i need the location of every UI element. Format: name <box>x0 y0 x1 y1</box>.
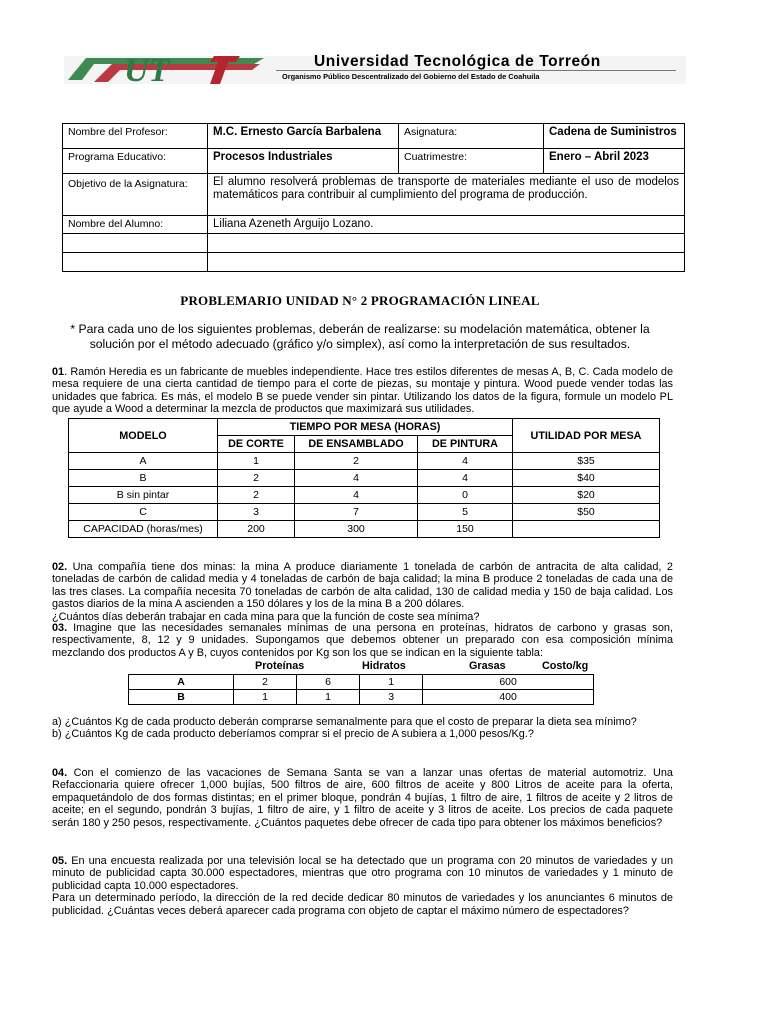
problem-text-2: Para un determinado período, la dirección de la red decide dedicar 80 minutos de variedades y los anunciantes 6 minutos de publicidad. ¿Cuántas veces deberá aparecer cada programa con objeto de captar el máximo número de espectadores? <box>52 892 673 917</box>
problem-03 <box>52 622 673 659</box>
problem-04 <box>52 767 673 829</box>
instructions: * Para cada uno de los siguientes problemas, deberán de realizarse: su modelación matemática, obtener la solución por el método adecuado (gráfico y/o simplex), así como la interpretación de sus resultados. <box>70 322 650 351</box>
problem-text: Con el comienzo de las vacaciones de Semana Santa se van a lanzar unas ofertas de material automotriz. Una Refaccionaria quiere ofrecer 1,000 bujías, 500 filtros de aire, 600 filtros de aceite y 800 Litros de aceite para la oferta, empaquetándolo de dos formas distintas; en el primer bloque, pondrán 4 bujías, 1 filtro de aire, 1 filtros de aceite y 2 litros de aceite; en el segundo, pondrán 3 bujías, 1 filtro de aire, y 1 filtro de aceite y 3 litros de aceite. Los precios de cada paquete serán 180 y 250 pesos, respectivamente. ¿Cuántos paquetes debe ofrecer de cada tipo para obtener los máximos beneficios? <box>52 767 673 829</box>
col-carbs: Hidratos <box>362 660 406 672</box>
table-row <box>69 487 660 504</box>
objective-value: El alumno resolverá problemas de transporte de materiales mediante el uso de modelos matemáticos para contribuir al cumplimiento del programa de producción. <box>208 174 685 216</box>
table-cell: 4 <box>295 470 418 487</box>
university-header <box>64 50 686 90</box>
table-cell: $40 <box>513 470 660 487</box>
table-row <box>69 470 660 487</box>
nutrition-table <box>128 674 594 705</box>
header-model: MODELO <box>69 419 218 453</box>
svg-text:UT: UT <box>124 52 170 89</box>
header-utility: UTILIDAD POR MESA <box>513 419 660 453</box>
professor-label: Nombre del Profesor: <box>63 124 208 149</box>
table-cell: 3 <box>218 504 295 521</box>
table-cell: 150 <box>418 521 513 538</box>
objective-label: Objetivo de la Asignatura: <box>63 174 208 216</box>
header-divider <box>276 70 676 71</box>
table-cell: 400 <box>423 690 594 705</box>
subject-value: Cadena de Suministros <box>544 124 685 149</box>
table-cell: 600 <box>423 675 594 690</box>
table-cell: 200 <box>218 521 295 538</box>
question-a: a) ¿Cuántos Kg de cada producto deberán comprarse semanalmente para que el costo de preparar la dieta sea mínimo? <box>52 716 637 728</box>
table-row <box>129 675 594 690</box>
table-cell: 300 <box>295 521 418 538</box>
table-cell: 0 <box>418 487 513 504</box>
problem-text: Una compañía tiene dos minas: la mina A produce diariamente 1 tonelada de carbón de antracita de alta calidad, 2 toneladas de carbón de calidad media y 4 toneladas de carbón de baja calidad; la mina B produce 2 toneladas de cada una de las tres clases. La compañía necesita 70 toneladas de carbón de alta calidad, 130 de calidad media y 150 de baja calidad. Los gastos diarios de la mina A ascienden a 150 dólares y los de la mina B a 200 dólares. <box>52 561 673 611</box>
professor-value: M.C. Ernesto García Barbalena <box>208 124 399 149</box>
header-time: TIEMPO POR MESA (HORAS) <box>218 419 513 436</box>
problem-02 <box>52 561 673 623</box>
course-info-table <box>62 123 685 272</box>
table-cell: 2 <box>218 487 295 504</box>
col-cost: Costo/kg <box>542 660 589 672</box>
table-cell: 7 <box>295 504 418 521</box>
table-cell: $50 <box>513 504 660 521</box>
table-cell: C <box>69 504 218 521</box>
col-proteins: Proteínas <box>255 660 305 672</box>
header-paint: DE PINTURA <box>418 436 513 453</box>
table-cell: B <box>69 470 218 487</box>
header-assembly: DE ENSAMBLADO <box>295 436 418 453</box>
furniture-table <box>68 418 660 538</box>
problem-number: 02. <box>52 561 68 573</box>
table-cell: 2 <box>234 675 297 690</box>
empty-cell <box>208 234 685 253</box>
table-cell: 1 <box>360 675 423 690</box>
document-title: PROBLEMARIO UNIDAD N° 2 PROGRAMACIÓN LINEAL <box>180 293 540 308</box>
header-cut: DE CORTE <box>218 436 295 453</box>
program-label: Programa Educativo: <box>63 149 208 174</box>
problem-question: ¿Cuántos días deberán trabajar en cada mina para que la función de coste sea mínima? <box>52 610 480 623</box>
university-subtitle: Organismo Público Descentralizado del Gobierno del Estado de Coahuila <box>282 72 540 81</box>
table-cell: A <box>69 453 218 470</box>
table-cell: 3 <box>360 690 423 705</box>
table-cell: 2 <box>218 470 295 487</box>
table-cell: 5 <box>418 504 513 521</box>
table-cell: 4 <box>418 470 513 487</box>
problem-03-questions <box>52 716 673 741</box>
table-cell: 6 <box>297 675 360 690</box>
empty-cell <box>208 253 685 272</box>
table-cell: 2 <box>295 453 418 470</box>
problem-number: 01 <box>52 366 65 378</box>
table-row <box>69 521 660 538</box>
table-row <box>69 504 660 521</box>
table-cell: $35 <box>513 453 660 470</box>
table-cell: B sin pintar <box>69 487 218 504</box>
table-cell: 1 <box>297 690 360 705</box>
table-cell: 4 <box>418 453 513 470</box>
subject-label: Asignatura: <box>399 124 544 149</box>
table-cell: A <box>129 675 234 690</box>
table-cell: B <box>129 690 234 705</box>
table-row <box>69 453 660 470</box>
program-value: Procesos Industriales <box>208 149 399 174</box>
table-cell: 4 <box>295 487 418 504</box>
question-b: b) ¿Cuántos Kg de cada producto deberíamos comprar si el precio de A subiera a 1,000 pesos/Kg.? <box>52 728 534 741</box>
term-value: Enero – Abril 2023 <box>544 149 685 174</box>
table-cell: $20 <box>513 487 660 504</box>
empty-cell <box>63 234 208 253</box>
problem-number: 05. <box>52 855 68 867</box>
problem-05 <box>52 855 673 917</box>
student-value: Liliana Azeneth Arguijo Lozano. <box>208 216 685 234</box>
problem-text: . Ramón Heredia es un fabricante de muebles independiente. Hace tres estilos diferentes de mesas A, B, C. Cada modelo de mesa requiere de una cierta cantidad de tiempo para el corte de piezas, su montaje y pintura. Wood puede vender todas las unidades que fabrica. Es más, el modelo B se puede vender sin pintar. Utilizando los datos de la figura, formule un modelo PL que ayude a Wood a determinar la mezcla de productos que maximizará sus utilidades. <box>52 366 673 416</box>
table-row <box>129 690 594 705</box>
col-fats: Grasas <box>469 660 506 672</box>
table-cell: CAPACIDAD (horas/mes) <box>69 521 218 538</box>
problem-01 <box>52 366 673 416</box>
table-cell: 1 <box>234 690 297 705</box>
problem-number: 03. <box>52 622 68 634</box>
student-label: Nombre del Alumno: <box>63 216 208 234</box>
university-name: Universidad Tecnológica de Torreón <box>314 53 601 70</box>
problem-text: Imagine que las necesidades semanales mínimas de una persona en proteínas, hidratos de carbono y grasas son, respectivamente, 8, 12 y 9 unidades. Supongamos que debemos obtener un preparado con esa composición mínima mezclando dos productos A y B, cuyos contenidos por Kg son los que se indican en la siguiente tabla: <box>52 622 673 659</box>
empty-cell <box>63 253 208 272</box>
problem-text: En una encuesta realizada por una televisión local se ha detectado que un programa con 20 minutos de variedades y un minuto de publicidad capta 30.000 espectadores, mientras que otro programa con 10 minutos de variedades y 1 minuto de publicidad capta 10.000 espectadores. <box>52 855 673 892</box>
table-cell: 1 <box>218 453 295 470</box>
problem-number: 04. <box>52 767 68 779</box>
term-label: Cuatrimestre: <box>399 149 544 174</box>
table-cell <box>513 521 660 538</box>
